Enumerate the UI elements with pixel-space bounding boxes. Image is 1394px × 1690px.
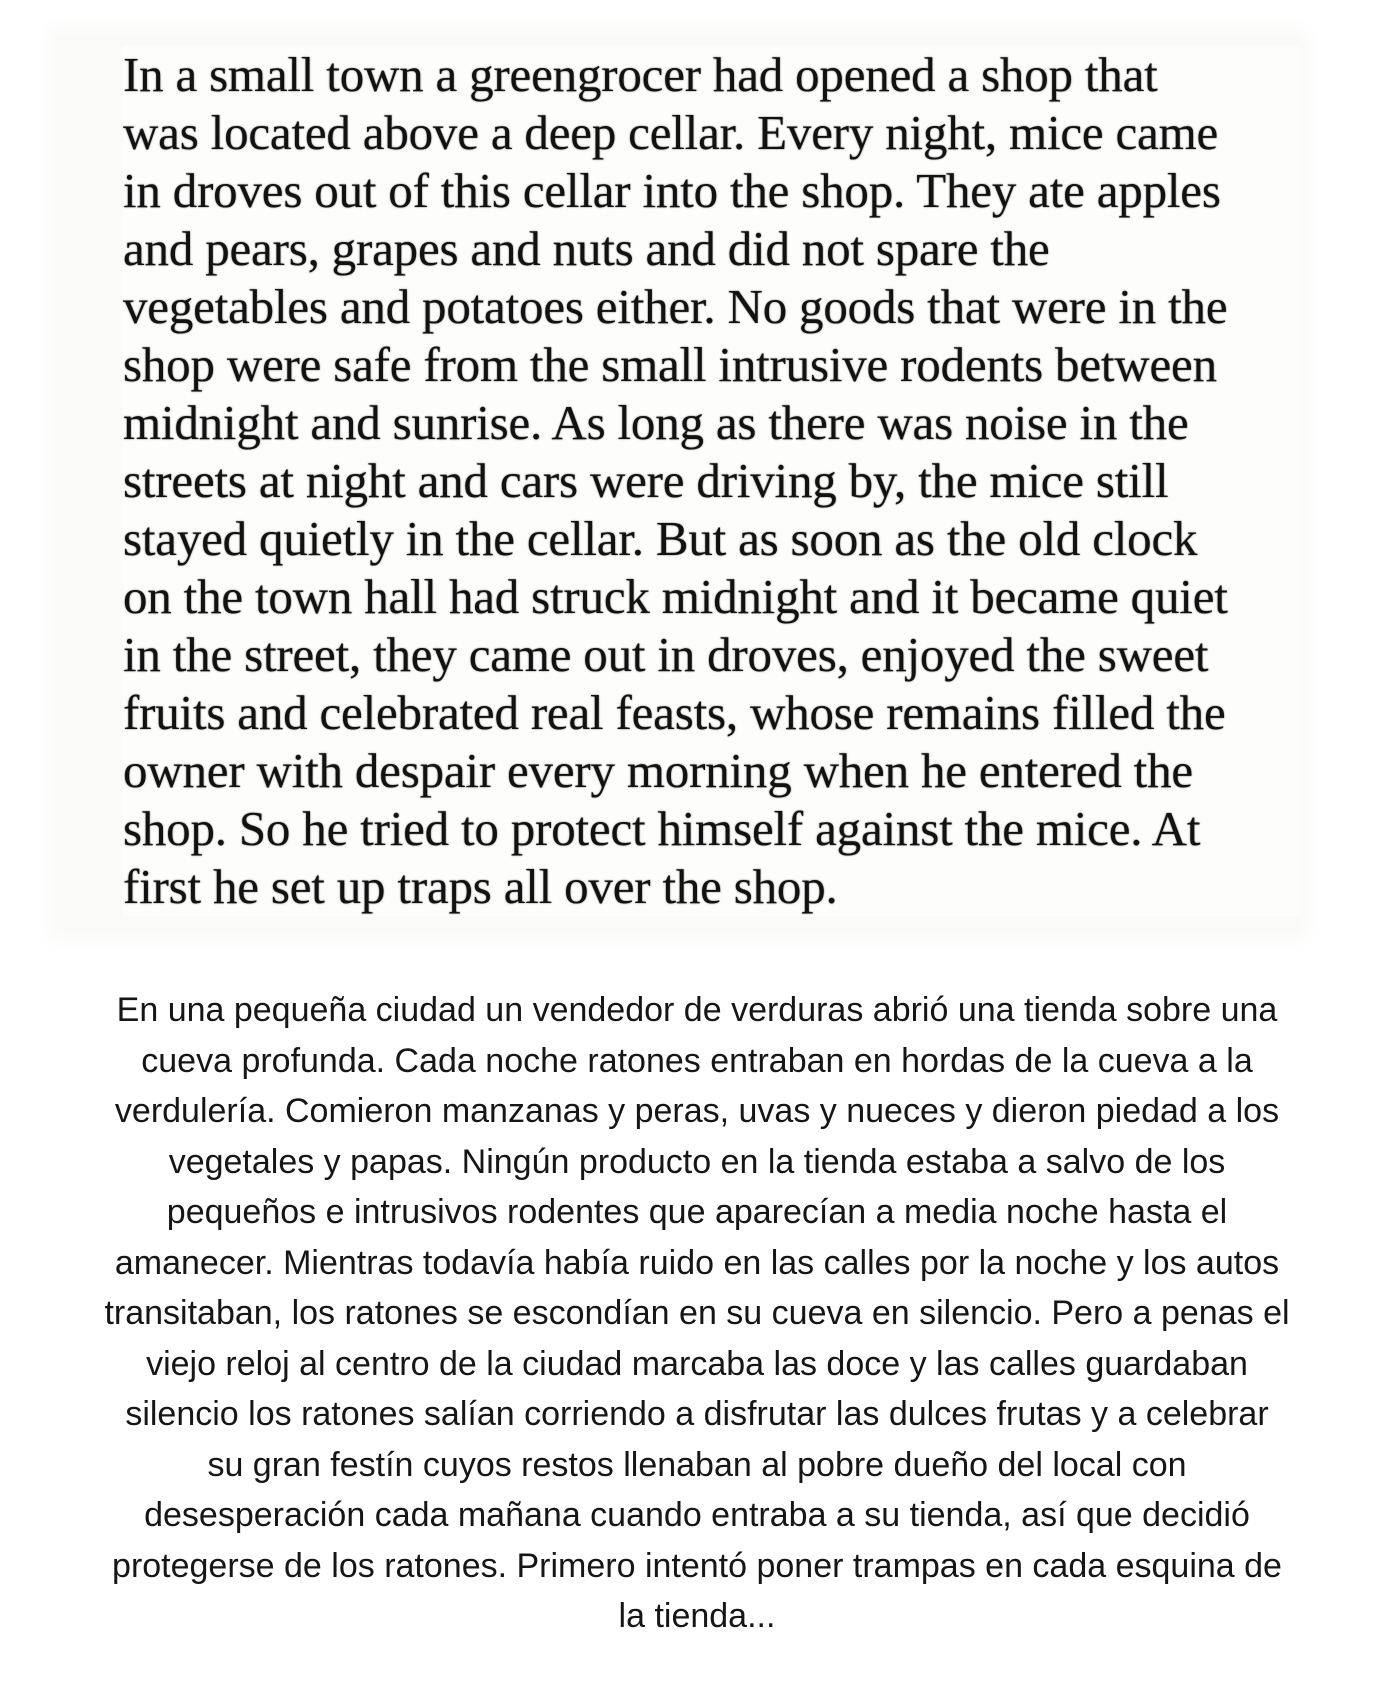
spanish-text-line: protegerse de los ratones. Primero intentó poner trampas en cada esquina de (112, 1546, 1282, 1585)
english-text-line: and pears, grapes and nuts and did not spare the (123, 220, 1298, 278)
spanish-text-line: cueva profunda. Cada noche ratones entraban en hordas de la cueva a la (141, 1041, 1253, 1080)
english-text-line: In a small town a greengrocer had opened a shop that (123, 46, 1298, 104)
spanish-text-line: viejo reloj al centro de la ciudad marcaba las doce y las calles guardaban (146, 1344, 1248, 1383)
english-text-line: fruits and celebrated real feasts, whose remains filled the (123, 684, 1298, 742)
english-text-line: was located above a deep cellar. Every night, mice came (123, 104, 1298, 162)
spanish-text-line: vegetales y papas. Ningún producto en la tienda estaba a salvo de los (168, 1142, 1226, 1181)
english-text-line: shop. So he tried to protect himself against the mice. At (123, 800, 1298, 858)
spanish-text-line: transitaban, los ratones se escondían en su cueva en silencio. Pero a penas el (104, 1294, 1290, 1332)
spanish-translation (0, 985, 1394, 1642)
english-text-line: in the street, they came out in droves, enjoyed the sweet (123, 626, 1298, 684)
english-text-line: in droves out of this cellar into the shop. They ate apples (123, 162, 1298, 220)
spanish-text-line: En una pequeña ciudad un vendedor de verduras abrió una tienda sobre una (116, 991, 1278, 1029)
english-passage-scan (58, 36, 1298, 930)
english-text-line: stayed quietly in the cellar. But as soon as the old clock (123, 510, 1298, 568)
english-text-line: vegetables and potatoes either. No goods that were in the (123, 278, 1298, 336)
spanish-text-line: la tienda... (618, 1597, 776, 1635)
english-text-line: streets at night and cars were driving by, the mice still (123, 452, 1298, 510)
spanish-text-line: desesperación cada mañana cuando entraba a su tienda, así que decidió (144, 1496, 1250, 1534)
english-text-line: on the town hall had struck midnight and it became quiet (123, 568, 1298, 626)
spanish-text-line: silencio los ratones salían corriendo a disfrutar las dulces frutas y a celebrar (125, 1395, 1269, 1433)
spanish-text-line: amanecer. Mientras todavía había ruido en las calles por la noche y los autos (114, 1243, 1280, 1282)
spanish-text-line: verdulería. Comieron manzanas y peras, uvas y nueces y dieron piedad a los (114, 1092, 1280, 1130)
spanish-text-line: pequeños e intrusivos rodentes que aparecían a media noche hasta el (166, 1193, 1228, 1231)
english-text-line: midnight and sunrise. As long as there was noise in the (123, 394, 1298, 452)
english-text-line: owner with despair every morning when he entered the (123, 742, 1298, 800)
english-text-line: shop were safe from the small intrusive rodents between (123, 336, 1298, 394)
english-passage-text (123, 46, 1298, 916)
english-text-line: first he set up traps all over the shop. (123, 858, 1298, 916)
spanish-text-line: su gran festín cuyos restos llenaban al pobre dueño del local con (207, 1445, 1187, 1484)
